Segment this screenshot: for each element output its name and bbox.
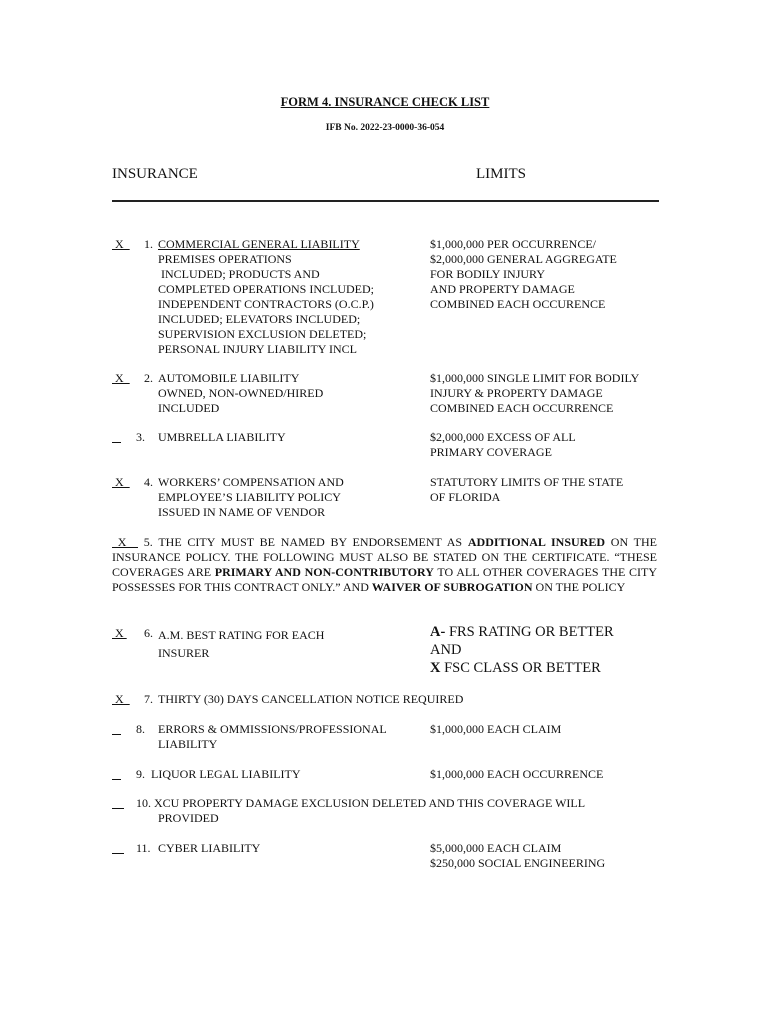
item-number: 6. xyxy=(144,626,153,640)
check-mark: X xyxy=(112,371,130,385)
item-text: THE CITY MUST BE NAMED BY ENDORSEMENT AS xyxy=(158,535,468,549)
item-description: COMMERCIAL GENERAL LIABILITY PREMISES OPERATIONS INCLUDED; PRODUCTS AND COMPLETED OPERATIONS INCLUDED; INDEPENDENT CONTRACTORS (O.C.P.) INCLUDED; ELEVATORS INCLUDED; SUPERVISION EXCLUSION DELETED; PERSONAL INJURY LIABILITY INCL xyxy=(158,237,374,356)
checklist-item-5 xyxy=(112,535,657,595)
form-title: FORM 4. INSURANCE CHECK LIST xyxy=(280,95,490,109)
check-mark xyxy=(112,767,121,781)
check-mark: X xyxy=(112,475,130,489)
item-number: 7. xyxy=(144,692,153,706)
item-limits: $1,000,000 EACH CLAIM xyxy=(430,722,562,736)
item-text: TO ALL OTHER COVERAGES THE CITY POSSESSES FOR THIS CONTRACT ONLY.” AND xyxy=(112,565,658,594)
item-description: CYBER LIABILITY xyxy=(158,841,261,855)
additional-insured-text: ADDITIONAL INSURED xyxy=(467,535,605,549)
item-limits: A- FRS RATING OR BETTER AND X FSC CLASS OR BETTER xyxy=(430,624,614,676)
check-mark: X xyxy=(112,535,138,549)
item-number: 8. xyxy=(136,722,145,736)
item-description: ERRORS & OMMISSIONS/PROFESSIONAL LIABILITY xyxy=(158,722,387,751)
column-header-limits: LIMITS xyxy=(476,166,526,182)
item-limits: STATUTORY LIMITS OF THE STATE OF FLORIDA xyxy=(430,475,624,504)
item-description: LIQUOR LEGAL LIABILITY xyxy=(151,767,301,781)
check-mark: X xyxy=(112,692,130,706)
item-limits: $1,000,000 SINGLE LIMIT FOR BODILY INJURY & PROPERTY DAMAGE COMBINED EACH OCCURRENCE xyxy=(430,371,640,415)
item-number: 11. xyxy=(136,841,151,855)
item-number: 4. xyxy=(144,475,153,489)
item-number: 10. xyxy=(136,796,151,810)
primary-noncontributory-text: PRIMARY AND NON-CONTRIBUTORY xyxy=(214,565,434,579)
header-divider xyxy=(112,200,659,202)
waiver-of-subrogation-text: WAIVER OF SUBROGATION xyxy=(371,580,533,594)
check-mark xyxy=(112,430,121,444)
item-description: A.M. BEST RATING FOR EACH INSURER xyxy=(158,628,325,660)
check-mark xyxy=(112,841,124,855)
item-description: XCU PROPERTY DAMAGE EXCLUSION DELETED AND THIS COVERAGE WILL PROVIDED xyxy=(154,796,586,825)
item-text: ON THE POLICY xyxy=(532,580,626,594)
item-description: WORKERS’ COMPENSATION AND EMPLOYEE’S LIABILITY POLICY ISSUED IN NAME OF VENDOR xyxy=(158,475,344,519)
item-limits: $1,000,000 EACH OCCURRENCE xyxy=(430,767,604,781)
column-header-insurance: INSURANCE xyxy=(112,166,198,182)
item-number: 2. xyxy=(144,371,153,385)
check-mark: X xyxy=(112,237,130,251)
item-number: 5. xyxy=(143,535,153,549)
check-mark: X xyxy=(112,626,127,640)
ifb-number: IFB No. 2022-23-0000-36-054 xyxy=(325,123,445,133)
item-description: AUTOMOBILE LIABILITY OWNED, NON-OWNED/HIRED INCLUDED xyxy=(158,371,324,415)
item-limits: $1,000,000 PER OCCURRENCE/ $2,000,000 GENERAL AGGREGATE FOR BODILY INJURY AND PROPERTY DAMAGE COMBINED EACH OCCURENCE xyxy=(430,237,617,311)
item-number: 3. xyxy=(136,430,145,444)
item-number: 9. xyxy=(136,767,145,781)
check-mark xyxy=(112,796,124,810)
check-mark xyxy=(112,722,121,736)
item-text: ON THE INSURANCE POLICY. THE FOLLOWING MUST ALSO BE STATED ON THE CERTIFICATE. “THESE COVERAGES ARE xyxy=(112,535,657,579)
item-description: THIRTY (30) DAYS CANCELLATION NOTICE REQUIRED xyxy=(158,692,464,706)
item-description: UMBRELLA LIABILITY xyxy=(158,430,286,444)
item-limits: $2,000,000 EXCESS OF ALL PRIMARY COVERAGE xyxy=(430,430,576,459)
item-limits: $5,000,000 EACH CLAIM $250,000 SOCIAL ENGINEERING xyxy=(430,841,606,870)
item-number: 1. xyxy=(144,237,153,251)
